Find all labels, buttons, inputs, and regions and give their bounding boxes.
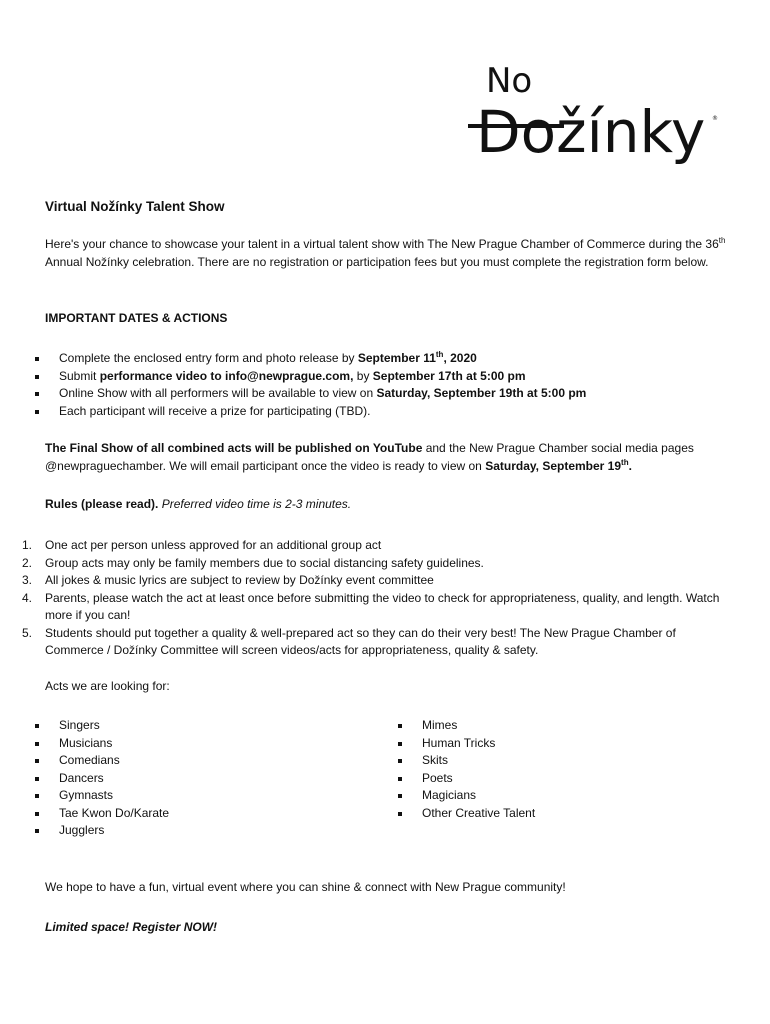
rules-heading xyxy=(45,497,351,511)
bullet-square-icon xyxy=(398,777,402,781)
final-show-bold: The Final Show of all combined acts will be published on YouTube xyxy=(45,441,423,455)
acts-heading: Acts we are looking for: xyxy=(45,679,170,693)
intro-text-1: Here's your chance to showcase your talent in a virtual talent show with The New Prague Chamber of Commerce during the 36 xyxy=(45,237,719,251)
dates-list xyxy=(35,350,735,420)
act-item: Human Tricks xyxy=(398,735,728,753)
bullet-square-icon xyxy=(398,759,402,763)
act-item: Magicians xyxy=(398,787,728,805)
final-show-date: Saturday, September 19 xyxy=(485,459,622,473)
bullet-square-icon xyxy=(35,392,39,396)
rule-item: 5. Students should put together a quality & well-prepared act so they can do their very best! The New Prague Chamber of Commerce / Dožínky Committee will screen videos/acts for appropriateness, quality & safety. xyxy=(22,625,676,657)
final-show-text: and the New Prague Chamber social media pages @newpraguechamber. We will email participant once the video is ready to view on xyxy=(45,441,694,473)
date-item: Submit performance video to info@newprague.com, by September 17th at 5:00 pm xyxy=(35,368,735,386)
bullet-square-icon xyxy=(398,812,402,816)
logo xyxy=(468,52,728,180)
rule-item: 2. Group acts may only be family members due to social distancing safety guidelines. xyxy=(22,555,484,570)
bullet-square-icon xyxy=(35,777,39,781)
rules-heading-italic: Preferred video time is 2-3 minutes. xyxy=(158,497,352,511)
closing-text: We hope to have a fun, virtual event where you can shine & connect with New Prague community! xyxy=(45,880,566,894)
rule-item: 1. One act per person unless approved for an additional group act xyxy=(22,538,382,552)
intro-text-2: Annual Nožínky celebration. There are no registration or participation fees but you must complete the registration form below. xyxy=(45,255,709,269)
logo-main-word: Dožínky xyxy=(476,98,706,166)
date-item: Online Show with all performers will be available to view on Saturday, September 19th at 5:00 pm xyxy=(35,385,735,403)
bullet-square-icon xyxy=(398,742,402,746)
act-item: Other Creative Talent xyxy=(398,805,728,823)
act-item: Singers xyxy=(35,717,365,735)
logo-graphic xyxy=(468,52,728,180)
bullet-square-icon xyxy=(35,742,39,746)
bullet-square-icon xyxy=(35,759,39,763)
bullet-square-icon xyxy=(398,724,402,728)
rule-item: 4. Parents, please watch the act at least once before submitting the video to check for appropriateness, quality, and length. Watch more if you can! xyxy=(22,590,720,622)
logo-top-word: No xyxy=(486,61,533,101)
page-title: Virtual Nožínky Talent Show xyxy=(45,199,225,214)
acts-list-right xyxy=(398,717,728,822)
act-item: Poets xyxy=(398,770,728,788)
call-to-action: Limited space! Register NOW! xyxy=(45,920,218,934)
act-item: Gymnasts xyxy=(35,787,365,805)
rules-heading-bold: Rules (please read). xyxy=(45,497,159,511)
act-item: Tae Kwon Do/Karate xyxy=(35,805,365,823)
logo-registered-mark: ® xyxy=(712,115,718,122)
final-show-paragraph: The Final Show of all combined acts will be published on YouTube and the New Prague Chamber social media pages @newpraguechamber. We will email participant once the video is ready to view on Saturday, September 19th. xyxy=(45,441,694,473)
act-item: Mimes xyxy=(398,717,728,735)
bullet-square-icon xyxy=(398,794,402,798)
rule-item: 3. All jokes & music lyrics are subject to review by Dožínky event committee xyxy=(22,573,434,587)
act-item: Comedians xyxy=(35,752,365,770)
dates-heading: IMPORTANT DATES & ACTIONS xyxy=(45,311,228,325)
bullet-square-icon xyxy=(35,794,39,798)
acts-list-left xyxy=(35,717,365,840)
bullet-square-icon xyxy=(35,829,39,833)
act-item: Musicians xyxy=(35,735,365,753)
bullet-square-icon xyxy=(35,812,39,816)
act-item: Skits xyxy=(398,752,728,770)
date-item: Each participant will receive a prize for participating (TBD). xyxy=(35,403,735,421)
act-item: Dancers xyxy=(35,770,365,788)
act-item: Jugglers xyxy=(35,822,365,840)
bullet-square-icon xyxy=(35,410,39,414)
intro-sup: th xyxy=(718,236,726,245)
date-item: Complete the enclosed entry form and photo release by September 11th, 2020 xyxy=(35,350,735,368)
rules-list xyxy=(22,537,732,660)
bullet-square-icon xyxy=(35,375,39,379)
bullet-square-icon xyxy=(35,724,39,728)
bullet-square-icon xyxy=(35,357,39,361)
intro-paragraph xyxy=(45,235,735,271)
